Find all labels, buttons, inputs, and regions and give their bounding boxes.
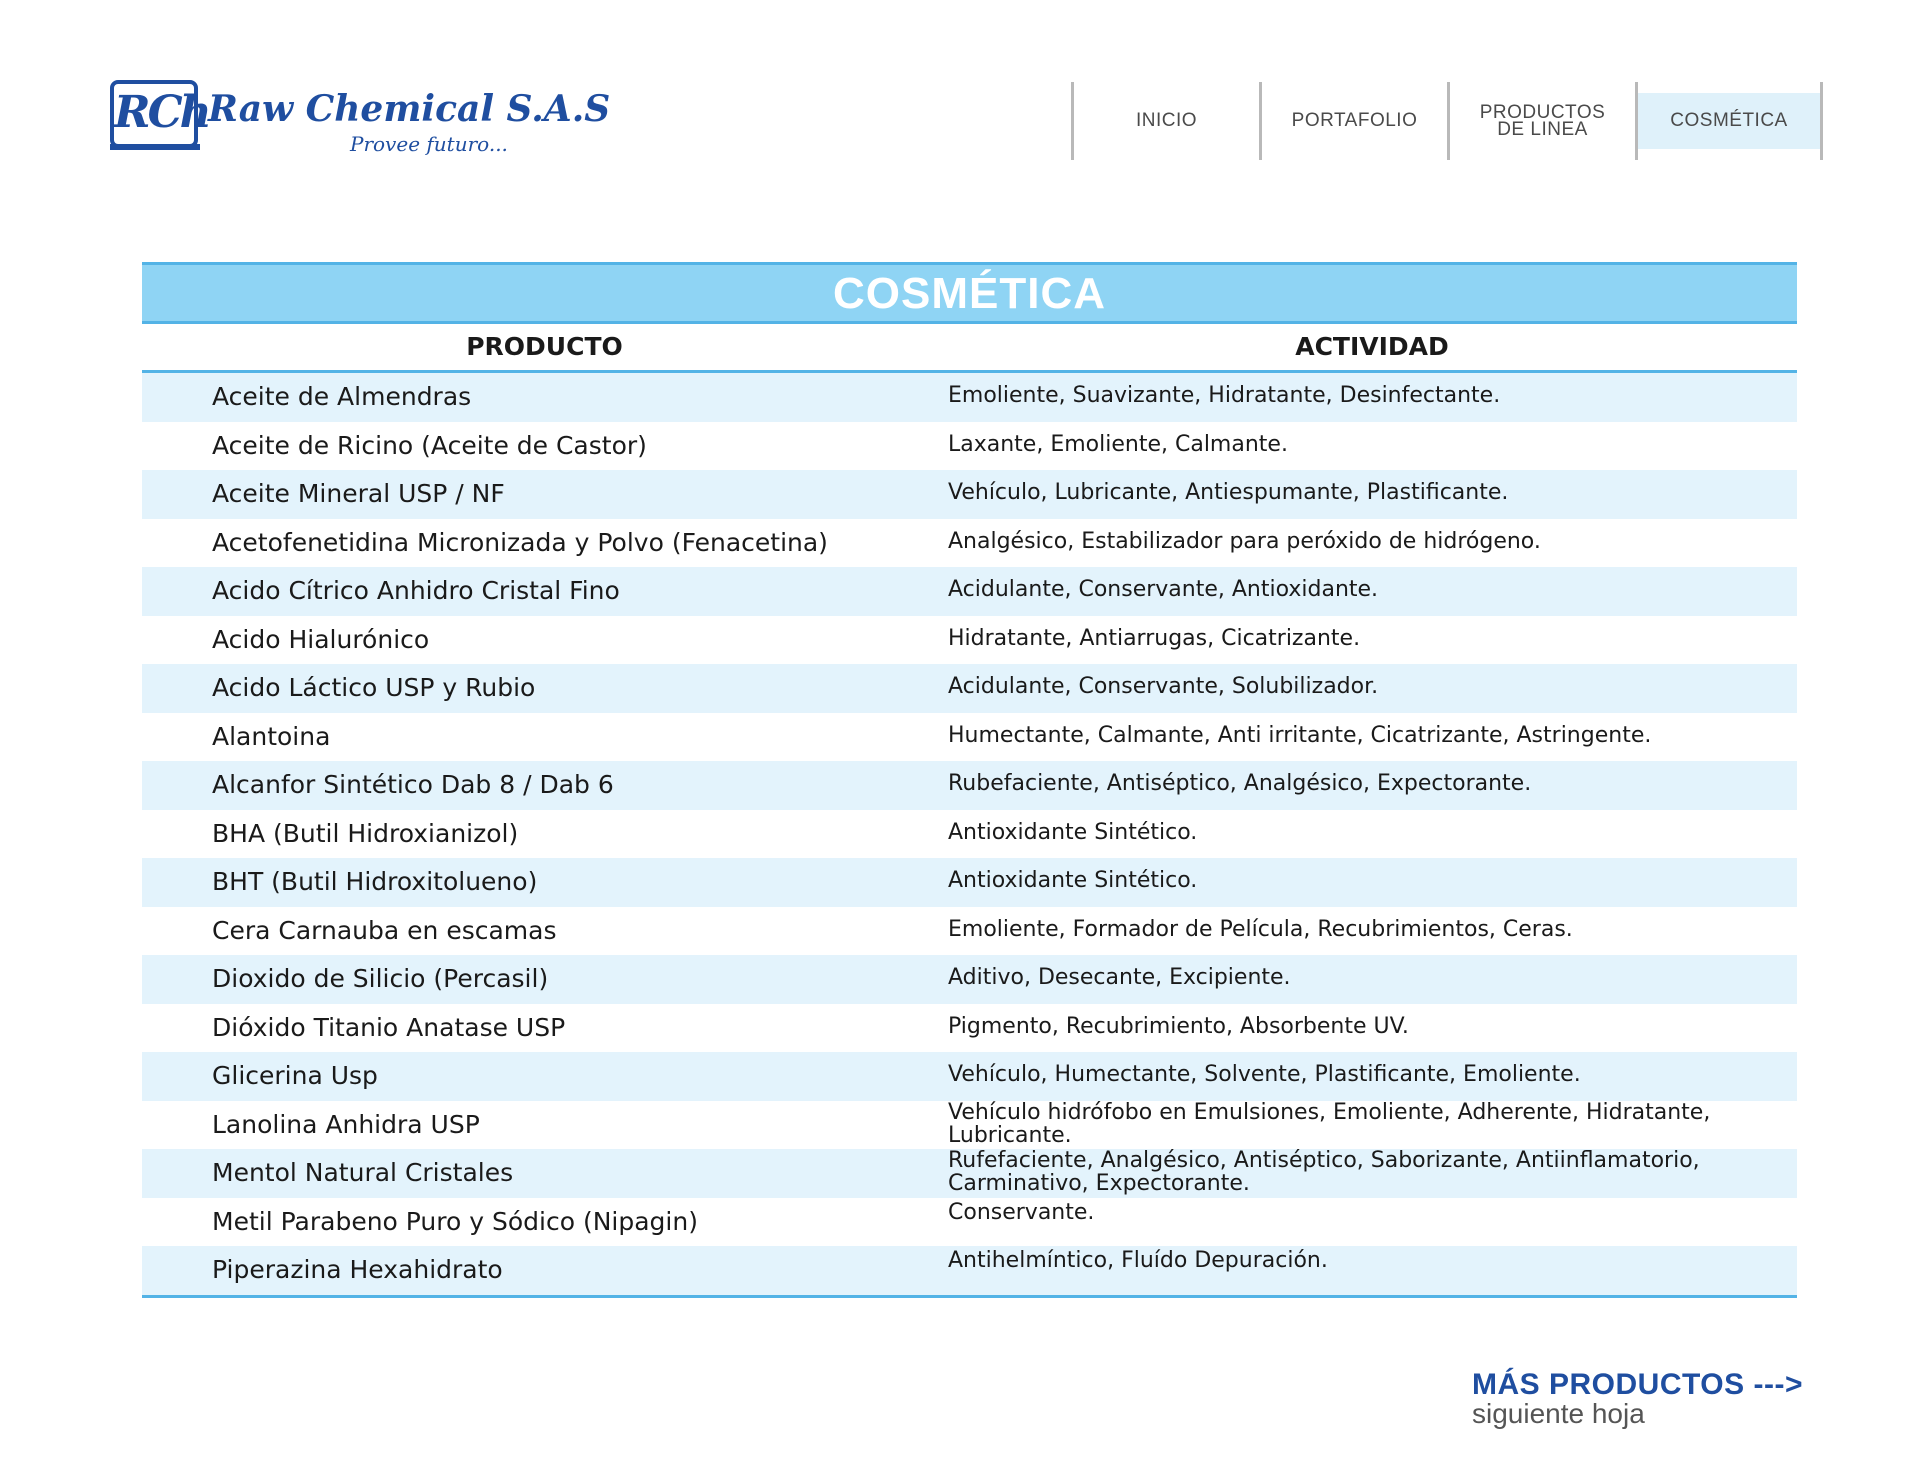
cell-actividad: Antihelmíntico, Fluído Depuración. [948, 1248, 1328, 1273]
nav-cosmetica-label: COSMÉTICA [1670, 110, 1788, 131]
cell-actividad: Vehículo hidrófobo en Emulsiones, Emoliente, Adherente, Hidratante, Lubricante. [948, 1099, 1711, 1148]
cell-producto: Acido Cítrico Anhidro Cristal Fino [212, 576, 620, 605]
cell-producto: Piperazina Hexahidrato [212, 1255, 503, 1284]
cell-actividad: Conservante. [948, 1199, 1095, 1225]
table-header [142, 324, 1797, 373]
table-row [142, 1198, 1797, 1247]
cell-producto: Cera Carnauba en escamas [212, 915, 557, 945]
table-row [142, 907, 1797, 956]
cell-actividad: Rubefaciente, Antiséptico, Analgésico, Expectorante. [948, 771, 1532, 796]
table-row [142, 1004, 1797, 1053]
nav-productos-label-line1: PRODUCTOS [1479, 102, 1606, 123]
cell-producto: Acido Láctico USP y Rubio [212, 673, 536, 702]
nav-inicio[interactable] [1071, 82, 1259, 160]
more-products-subtitle: siguiente hoja [1472, 1398, 1645, 1429]
cell-producto: Aceite Mineral USP / NF [212, 479, 505, 508]
cell-actividad: Emoliente, Formador de Película, Recubrimientos, Ceras. [948, 916, 1573, 942]
nav-productos-de-linea[interactable] [1447, 82, 1635, 160]
company-logo[interactable] [110, 80, 611, 160]
cell-actividad: Acidulante, Conservante, Solubilizador. [948, 674, 1379, 699]
cosmetica-table [142, 262, 1797, 1298]
cell-actividad: Hidratante, Antiarrugas, Cicatrizante. [948, 625, 1361, 651]
nav-cosmetica[interactable] [1635, 82, 1823, 160]
cell-producto: Acido Hialurónico [212, 624, 430, 654]
table-row [142, 1052, 1797, 1101]
company-name: Raw Chemical S.A.S [208, 88, 611, 130]
table-row [142, 713, 1797, 762]
cell-producto: BHA (Butil Hidroxianizol) [212, 818, 519, 848]
nav-productos-label-line2: DE LINEA [1497, 119, 1588, 140]
more-products-title: MÁS PRODUCTOS ---> [1472, 1368, 1803, 1401]
main-nav [1071, 82, 1823, 160]
cell-actividad: Aditivo, Desecante, Excipiente. [948, 965, 1291, 990]
header-producto: PRODUCTO [466, 332, 623, 361]
header-actividad: ACTIVIDAD [1295, 332, 1449, 361]
logo-mark: RCh [110, 80, 198, 148]
table-row [142, 1246, 1797, 1295]
cell-actividad: Antioxidante Sintético. [948, 868, 1198, 893]
cell-actividad: Analgésico, Estabilizador para peróxido de hidrógeno. [948, 528, 1541, 554]
table-title: COSMÉTICA [142, 262, 1797, 324]
nav-portafolio-label: PORTAFOLIO [1291, 110, 1418, 131]
cell-actividad: Laxante, Emoliente, Calmante. [948, 431, 1288, 457]
cell-actividad: Antioxidante Sintético. [948, 819, 1198, 845]
table-row [142, 1101, 1797, 1150]
cell-producto: Metil Parabeno Puro y Sódico (Nipagin) [212, 1206, 698, 1236]
nav-portafolio[interactable] [1259, 82, 1447, 160]
table-row [142, 470, 1797, 519]
cell-producto: BHT (Butil Hidroxitolueno) [212, 867, 538, 896]
nav-inicio-label: INICIO [1135, 110, 1198, 131]
cell-producto: Glicerina Usp [212, 1061, 378, 1090]
cell-producto: Alantoina [212, 721, 331, 751]
cell-producto: Dioxido de Silicio (Percasil) [212, 964, 549, 993]
logo-underline [110, 144, 200, 150]
cell-producto: Alcanfor Sintético Dab 8 / Dab 6 [212, 770, 614, 799]
more-products-link[interactable] [1472, 1368, 1803, 1430]
cell-actividad: Pigmento, Recubrimiento, Absorbente UV. [948, 1013, 1409, 1039]
cell-actividad: Acidulante, Conservante, Antioxidante. [948, 577, 1379, 602]
table-row [142, 1149, 1797, 1198]
table-row [142, 664, 1797, 713]
table-row [142, 858, 1797, 907]
cell-actividad: Emoliente, Suavizante, Hidratante, Desinfectante. [948, 383, 1501, 408]
cell-producto: Dióxido Titanio Anatase USP [212, 1012, 566, 1042]
cell-actividad: Vehículo, Lubricante, Antiespumante, Plastificante. [948, 480, 1509, 505]
cell-producto: Aceite de Almendras [212, 382, 472, 411]
table-row [142, 761, 1797, 810]
table-row [142, 373, 1797, 422]
table-body [142, 373, 1797, 1295]
cell-producto: Lanolina Anhidra USP [212, 1109, 480, 1139]
cell-actividad: Rufefaciente, Analgésico, Antiséptico, Saborizante, Antiinflamatorio, Carminativo, Expectorante. [948, 1148, 1700, 1196]
table-row [142, 616, 1797, 665]
table-row [142, 422, 1797, 471]
cell-actividad: Humectante, Calmante, Anti irritante, Cicatrizante, Astringente. [948, 722, 1652, 748]
cell-producto: Acetofenetidina Micronizada y Polvo (Fenacetina) [212, 527, 828, 557]
nav-cosmetica-active-bg [1638, 93, 1820, 149]
table-row [142, 955, 1797, 1004]
table-row [142, 519, 1797, 568]
cell-producto: Mentol Natural Cristales [212, 1158, 514, 1187]
table-row [142, 810, 1797, 859]
table-row [142, 567, 1797, 616]
company-tagline: Provee futuro... [350, 132, 508, 156]
cell-actividad: Vehículo, Humectante, Solvente, Plastificante, Emoliente. [948, 1062, 1581, 1087]
table-bottom-border [142, 1295, 1797, 1298]
cell-producto: Aceite de Ricino (Aceite de Castor) [212, 430, 647, 460]
